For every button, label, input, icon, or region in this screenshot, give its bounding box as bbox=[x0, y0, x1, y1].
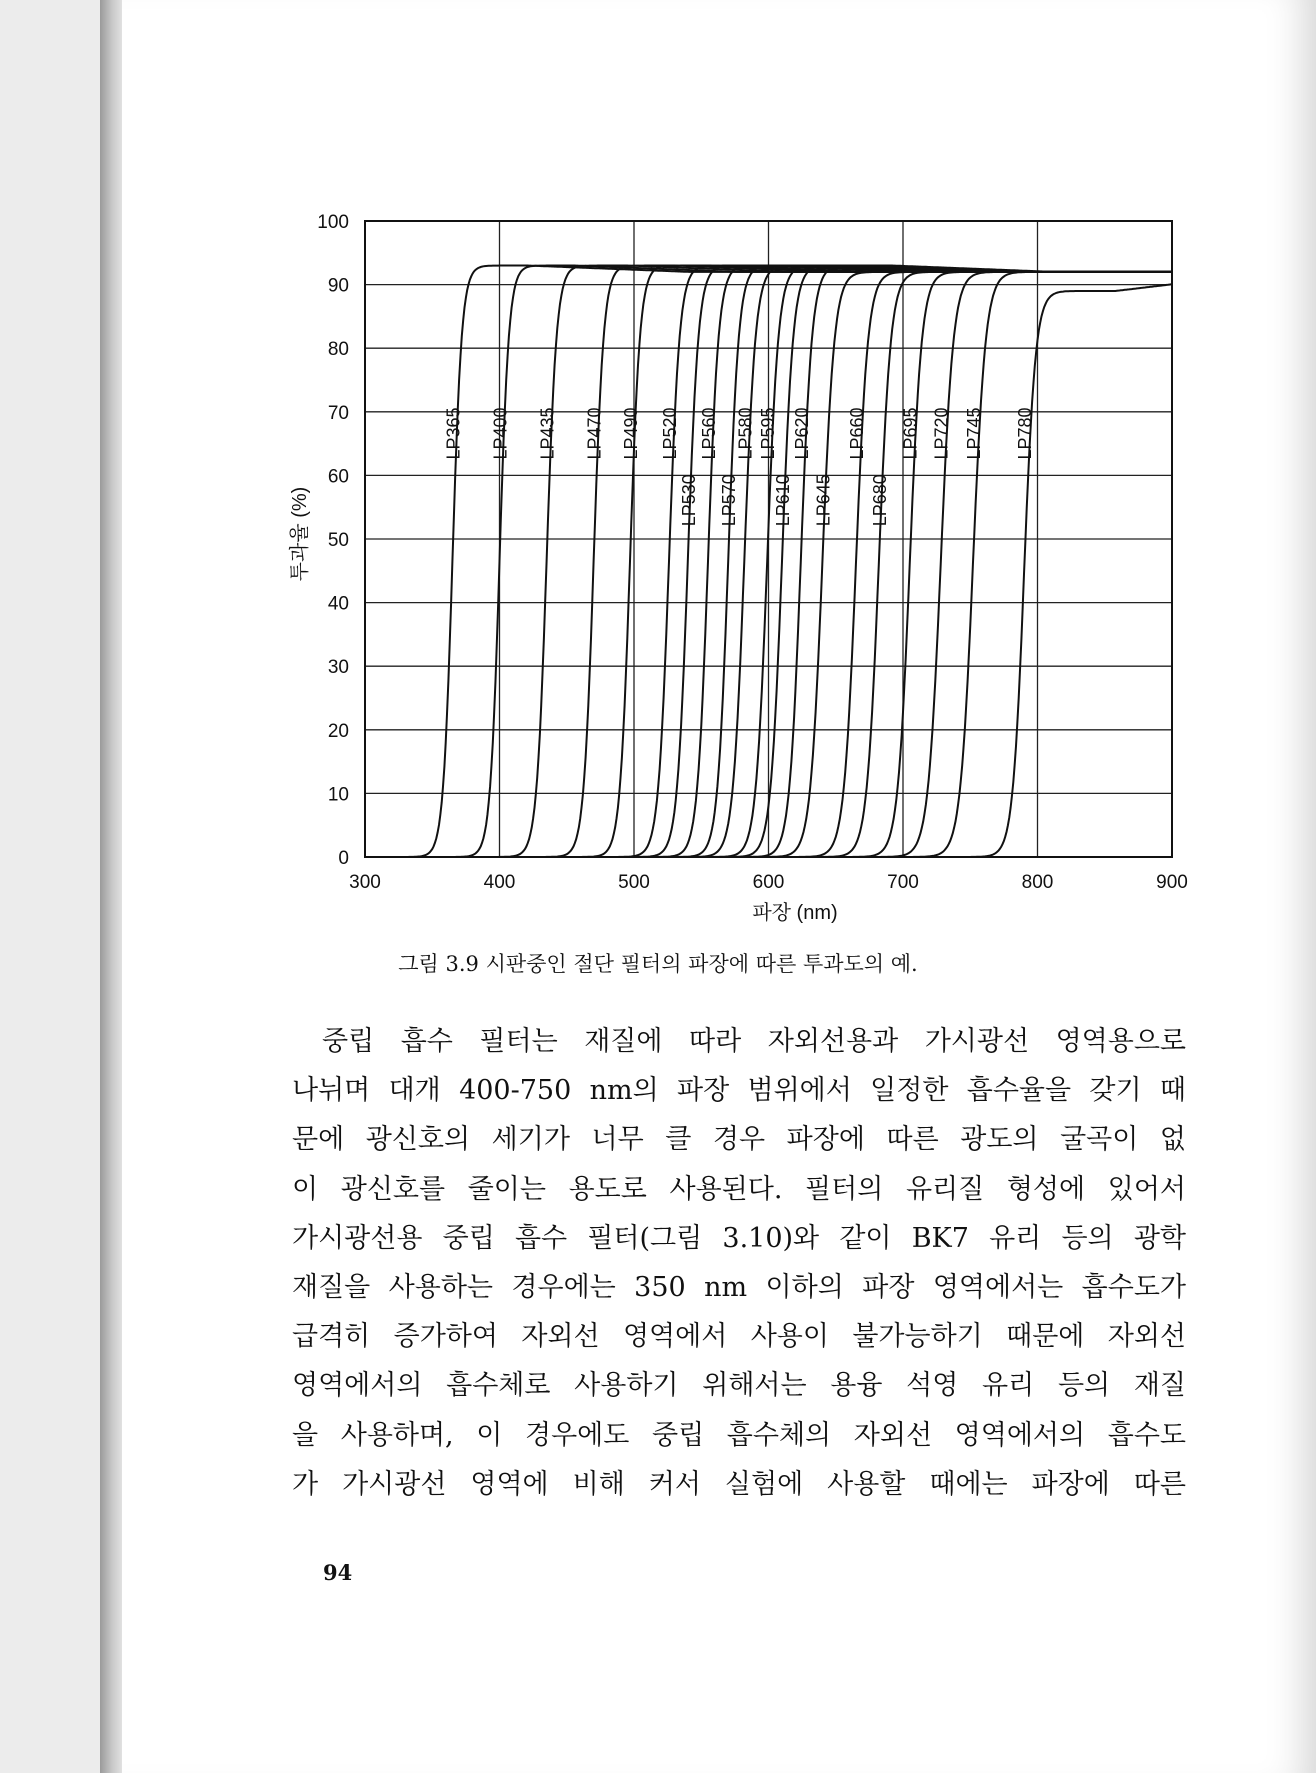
label-lp645: LP645 bbox=[813, 474, 834, 527]
label-lp560: LP560 bbox=[698, 407, 719, 460]
x-tick-label: 400 bbox=[483, 872, 516, 893]
label-lp780: LP780 bbox=[1015, 407, 1036, 460]
label-lp595: LP595 bbox=[758, 407, 779, 460]
chart-series-labels bbox=[443, 407, 1035, 526]
y-tick-label: 40 bbox=[327, 593, 349, 615]
y-tick-label: 30 bbox=[327, 657, 349, 679]
label-lp680: LP680 bbox=[869, 474, 890, 527]
label-lp660: LP660 bbox=[846, 407, 867, 460]
x-tick-label: 300 bbox=[349, 872, 381, 893]
body-line: 가 가시광선 영역에 비해 커서 실험에 사용할 때에는 파장에 따른 bbox=[292, 1468, 1186, 1500]
body-line: 급격히 증가하여 자외선 영역에서 사용이 불가능하기 때문에 자외선 bbox=[292, 1321, 1186, 1353]
label-lp435: LP435 bbox=[537, 407, 558, 460]
body-line: 재질을 사용하는 경우에는 350 nm 이하의 파장 영역에서는 흡수도가 bbox=[292, 1272, 1186, 1304]
y-tick-label: 10 bbox=[327, 784, 349, 806]
y-tick-label: 0 bbox=[338, 848, 349, 869]
y-tick-label: 70 bbox=[327, 402, 349, 424]
label-lp490: LP490 bbox=[620, 407, 641, 460]
body-line: 이 광신호를 줄이는 용도로 사용된다. 필터의 유리질 형성에 있어서 bbox=[292, 1173, 1186, 1205]
page-number: 94 bbox=[323, 1560, 353, 1585]
label-lp520: LP520 bbox=[659, 407, 680, 460]
label-lp580: LP580 bbox=[735, 407, 756, 460]
x-tick-label: 900 bbox=[1156, 872, 1188, 893]
y-tick-label: 50 bbox=[327, 530, 349, 551]
x-tick-label: 700 bbox=[887, 872, 919, 893]
y-tick-label: 80 bbox=[327, 339, 349, 361]
label-lp745: LP745 bbox=[963, 407, 984, 460]
label-lp570: LP570 bbox=[719, 474, 740, 527]
body-line: 을 사용하며, 이 경우에도 중립 흡수체의 자외선 영역에서의 흡수도 bbox=[292, 1419, 1186, 1451]
figure-caption: 그림 3.9 시판중인 절단 필터의 파장에 따른 투과도의 예. bbox=[398, 952, 918, 976]
y-axis-label: 투과율 (%) bbox=[289, 486, 311, 582]
label-lp695: LP695 bbox=[900, 407, 921, 460]
label-lp620: LP620 bbox=[791, 407, 812, 460]
label-lp530: LP530 bbox=[678, 474, 699, 527]
y-tick-label: 20 bbox=[327, 720, 349, 742]
x-tick-label: 600 bbox=[752, 872, 785, 893]
body-line: 가시광선용 중립 흡수 필터(그림 3.10)와 같이 BK7 유리 등의 광학 bbox=[292, 1222, 1186, 1254]
y-tick-label: 100 bbox=[317, 212, 349, 233]
label-lp365: LP365 bbox=[443, 407, 464, 460]
body-paragraph bbox=[292, 1017, 1186, 1509]
x-tick-label: 800 bbox=[1021, 872, 1054, 893]
body-line: 나뉘며 대개 400-750 nm의 파장 범위에서 일정한 흡수율을 갖기 때 bbox=[292, 1075, 1186, 1107]
x-tick-label: 500 bbox=[618, 872, 650, 893]
body-line: 영역에서의 흡수체로 사용하기 위해서는 용융 석영 유리 등의 재질 bbox=[292, 1370, 1186, 1402]
chart-axes bbox=[317, 212, 1188, 893]
label-lp470: LP470 bbox=[584, 407, 605, 460]
x-axis-label: 파장 (nm) bbox=[752, 902, 838, 924]
label-lp610: LP610 bbox=[772, 474, 793, 527]
body-line: 문에 광신호의 세기가 너무 클 경우 파장에 따른 광도의 굴곡이 없 bbox=[292, 1124, 1186, 1156]
label-lp720: LP720 bbox=[931, 407, 952, 460]
label-lp400: LP400 bbox=[490, 407, 511, 460]
body-line: 중립 흡수 필터는 재질에 따라 자외선용과 가시광선 영역용으로 bbox=[322, 1026, 1186, 1057]
y-tick-label: 90 bbox=[327, 275, 349, 297]
y-tick-label: 60 bbox=[327, 466, 349, 488]
